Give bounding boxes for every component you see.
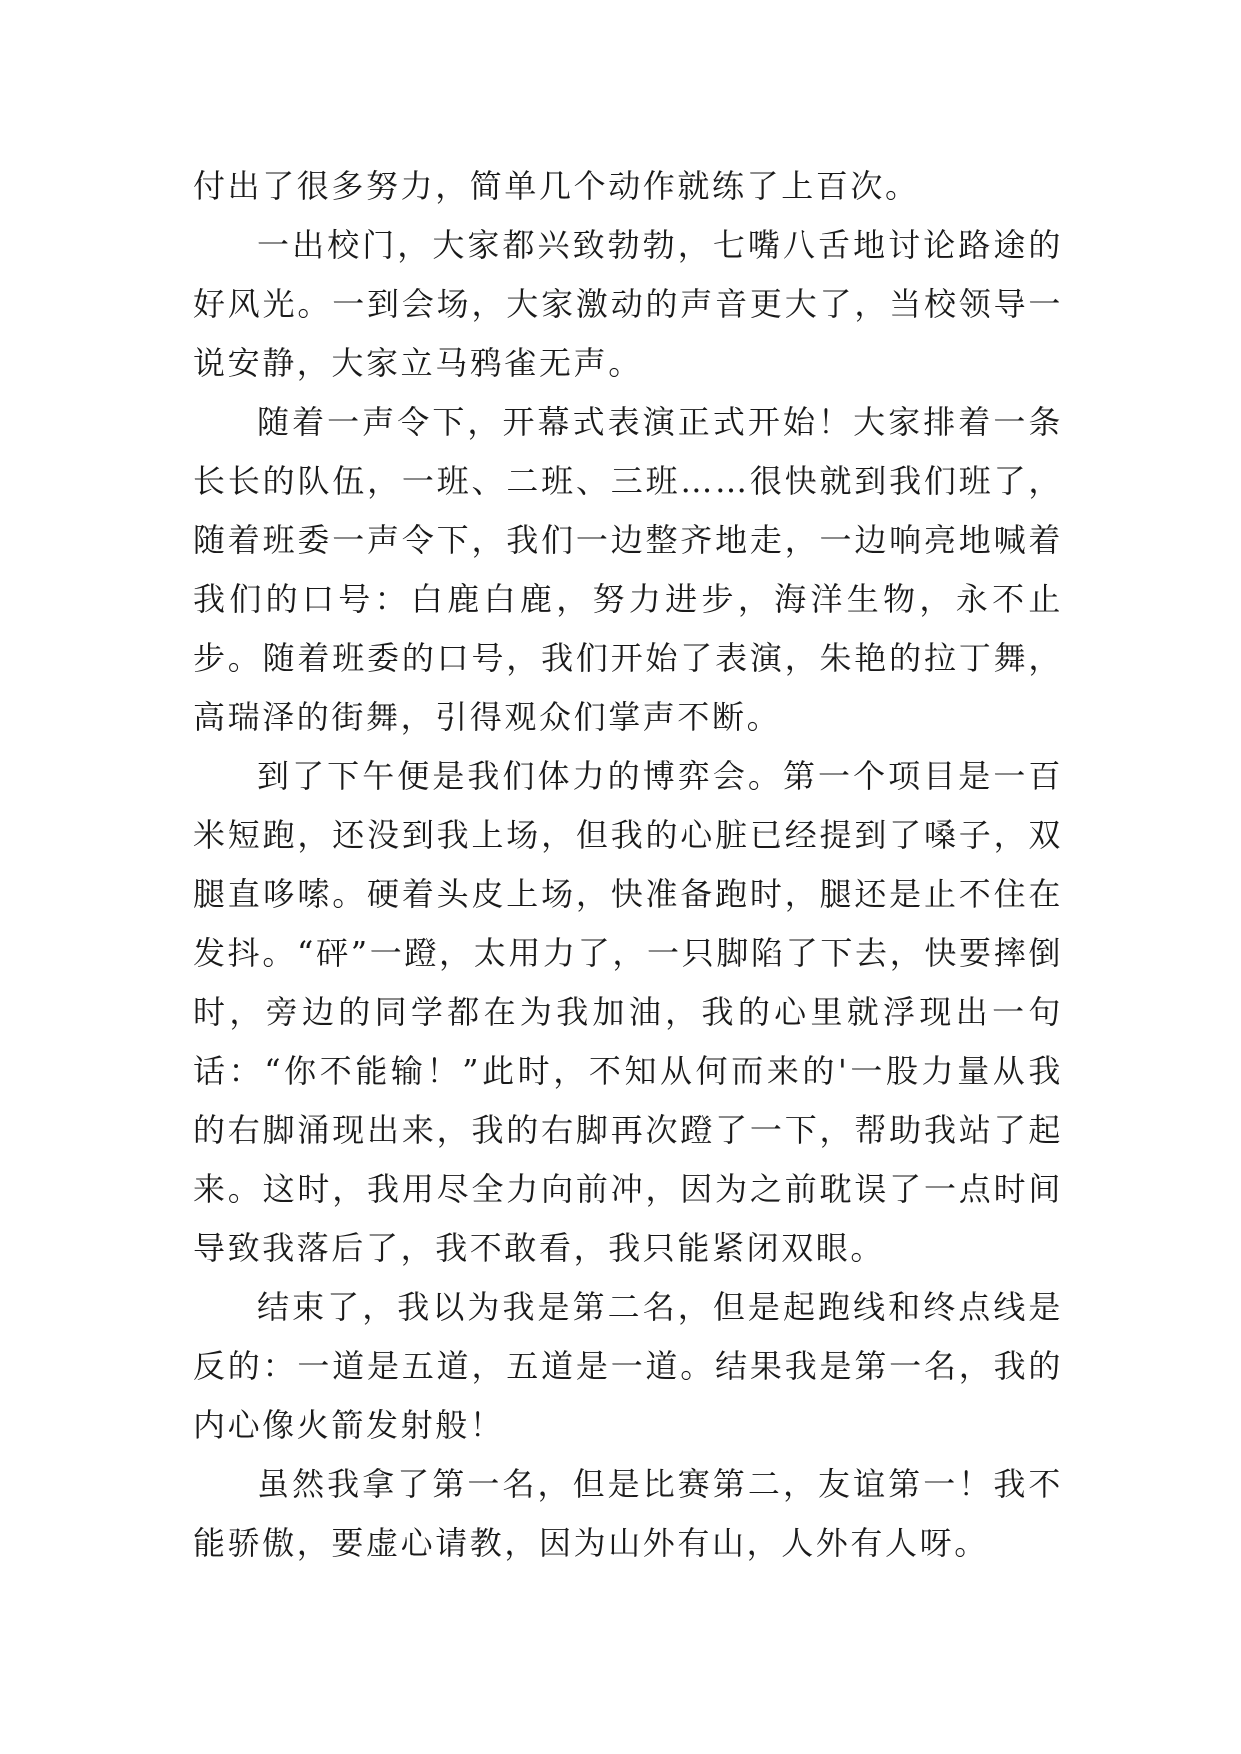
paragraph-result: 结束了，我以为我是第二名，但是起跑线和终点线是反的：一道是五道，五道是一道。结果我是第一名，我的内心像火箭发射般！	[193, 1288, 1063, 1444]
paragraph-conclusion: 虽然我拿了第一名，但是比赛第二，友谊第一！我不能骄傲，要虚心请教，因为山外有山，人外有人呀。	[193, 1465, 1063, 1562]
paragraph-opening-ceremony: 随着一声令下，开幕式表演正式开始！大家排着一条长长的队伍，一班、二班、三班……很快就到我们班了，随着班委一声令下，我们一边整齐地走，一边响亮地喊着我们的口号：白鹿白鹿，努力进步，海洋生物，永不止步。随着班委的口号，我们开始了表演，朱艳的拉丁舞，高瑞泽的街舞，引得观众们掌声不断。	[193, 403, 1063, 736]
paragraph-sprint-race: 到了下午便是我们体力的博弈会。第一个项目是一百米短跑，还没到我上场，但我的心脏已经提到了嗓子，双腿直哆嗦。硬着头皮上场，快准备跑时，腿还是止不住在发抖。“砰”一蹬，太用力了，一只脚陷了下去，快要摔倒时，旁边的同学都在为我加油，我的心里就浮现出一句话：“你不能输！”此时，不知从何而来的'一股力量从我的右脚涌现出来，我的右脚再次蹬了一下，帮助我站了起来。这时，我用尽全力向前冲，因为之前耽误了一点时间导致我落后了，我不敢看，我只能紧闭双眼。	[193, 757, 1063, 1267]
essay-body	[193, 157, 1063, 1573]
paragraph-school-gate: 一出校门，大家都兴致勃勃，七嘴八舌地讨论路途的好风光。一到会场，大家激动的声音更大了，当校领导一说安静，大家立马鸦雀无声。	[193, 226, 1063, 382]
paragraph-continuation: 付出了很多努力，简单几个动作就练了上百次。	[193, 167, 920, 205]
